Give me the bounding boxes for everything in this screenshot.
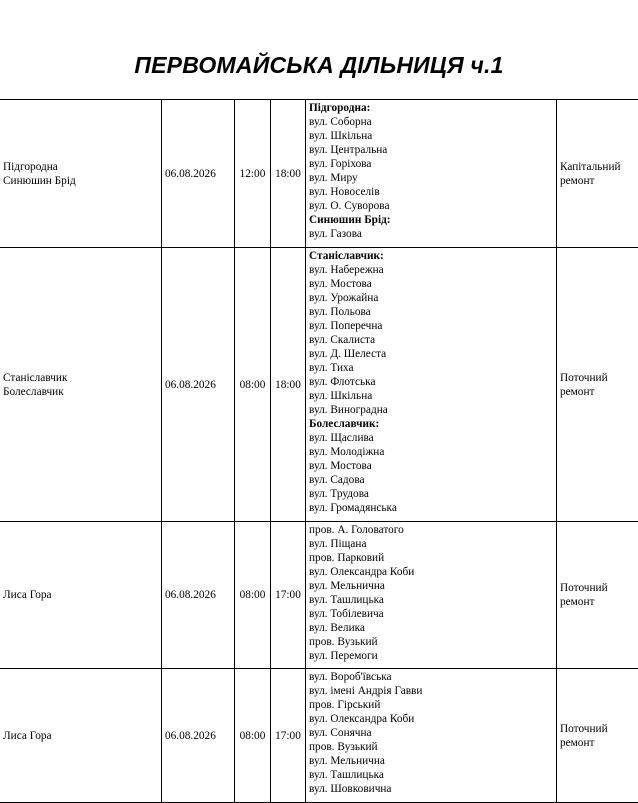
settlement-name: Болеславчик [3,385,64,398]
street-name: вул. Польова [309,306,371,318]
street-name: вул. Вороб'ївська [309,671,392,683]
street-name: вул. О. Суворова [309,200,390,212]
street-name: вул. Шкільна [309,130,373,142]
table-row [0,669,638,803]
street-name: вул. Поперечна [309,320,383,332]
settlement-name: Синюшин Брід [3,174,76,187]
settlement-name: Підгородна [3,160,58,173]
repair-type: ремонт [560,736,595,749]
street-name: вул. імені Андрія Гавви [309,685,423,697]
settlement-heading: Болеславчик: [309,418,380,430]
table-row [0,100,638,248]
table-row [0,522,638,669]
street-name: вул. Центральна [309,144,388,156]
end-time-cell: 18:00 [271,248,306,522]
street-name: вул. Молодіжна [309,446,385,458]
repair-type-cell [557,522,638,669]
street-name: вул. Новоселів [309,186,380,198]
streets-cell [306,248,557,522]
settlement-name: Лиса Гора [3,589,52,601]
street-name: вул. Урожайна [309,292,379,304]
street-name: вул. Олександра Коби [309,566,415,578]
street-name: вул. Мельнична [309,755,385,767]
end-time-cell: 17:00 [271,669,306,803]
repair-type-cell [557,669,638,803]
start-time-cell: 08:00 [235,669,271,803]
street-name: вул. Сонячна [309,727,372,739]
street-name: вул. Горіхова [309,158,372,170]
settlement-heading: Станіславчик: [309,250,384,262]
repair-type: Поточний [560,582,608,594]
street-name: пров. Гірський [309,699,381,711]
table-body [0,100,638,803]
street-name: вул. Мостова [309,278,372,290]
settlement-cell [0,248,162,522]
street-name: вул. Д. Шелеста [309,348,387,360]
street-name: вул. Набережна [309,264,384,276]
repair-type: Поточний [560,722,608,735]
street-name: вул. Перемоги [309,650,378,662]
street-name: вул. Тобілевича [309,608,384,620]
end-time-cell: 17:00 [271,522,306,669]
streets-cell [306,522,557,669]
start-time-cell: 08:00 [235,522,271,669]
street-name: пров. Парковий [309,552,385,564]
repair-type: Капітальний [560,160,621,173]
street-name: вул. Мостова [309,460,372,472]
street-name: вул. Олександра Коби [309,713,415,725]
start-time-cell: 08:00 [235,248,271,522]
end-time-cell: 18:00 [271,100,306,248]
date-cell: 06.08.2026 [162,100,235,248]
street-name: вул. Виноградна [309,404,388,416]
date-cell: 06.08.2026 [162,522,235,669]
date-cell: 06.08.2026 [162,248,235,522]
street-name: вул. Щаслива [309,432,374,444]
page-title: ПЕРВОМАЙСЬКА ДІЛЬНИЦЯ ч.1 [134,52,504,78]
street-name: вул. Громадянська [309,502,397,514]
outage-table [0,99,638,803]
repair-type: ремонт [560,385,595,398]
street-name: вул. Газова [309,228,362,240]
repair-type-cell [557,100,638,248]
settlement-heading: Синюшин Брід: [309,214,391,226]
street-name: вул. Соборна [309,116,372,128]
street-name: вул. Шкільна [309,390,373,402]
street-name: пров. А. Головатого [309,524,404,536]
streets-cell [306,100,557,248]
street-name: вул. Садова [309,474,365,486]
street-name: вул. Трудова [309,488,369,500]
repair-type: Поточний [560,371,608,384]
street-name: вул. Ташлицька [309,769,384,781]
settlement-name: Станіславчик [3,371,68,384]
repair-type: ремонт [560,596,595,608]
date-cell: 06.08.2026 [162,669,235,803]
repair-type-cell [557,248,638,522]
street-name: вул. Шовковична [309,783,392,795]
street-name: пров. Вузький [309,636,378,648]
streets-cell [306,669,557,803]
street-name: вул. Тиха [309,362,354,374]
settlement-heading: Підгородна: [309,102,371,114]
street-name: вул. Велика [309,622,365,634]
settlement-cell [0,522,162,669]
settlement-cell [0,669,162,803]
table-row [0,248,638,522]
settlement-cell [0,100,162,248]
settlement-name: Лиса Гора [3,729,52,742]
street-name: пров. Вузький [309,741,378,753]
street-name: вул. Ташлицька [309,594,384,606]
street-name: вул. Мельнична [309,580,385,592]
street-name: вул. Піщана [309,538,367,550]
street-name: вул. Флотська [309,376,376,388]
street-name: вул. Миру [309,172,358,184]
street-name: вул. Скалиста [309,334,376,346]
start-time-cell: 12:00 [235,100,271,248]
repair-type: ремонт [560,174,595,187]
